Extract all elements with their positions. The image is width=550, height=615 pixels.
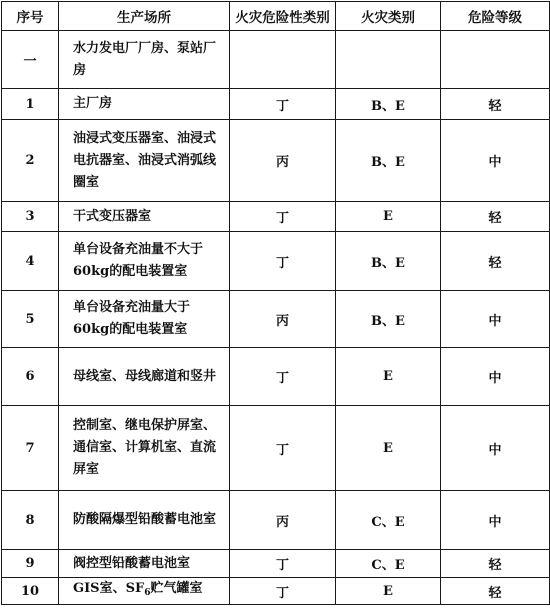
cell-no: 1: [2, 89, 59, 120]
cell-no: 3: [2, 202, 59, 232]
cell-level: 中: [441, 120, 550, 202]
cell-place: 母线室、母线廊道和竖井: [59, 348, 230, 406]
cell-fire: C、E: [336, 550, 441, 578]
cell-hazard: [230, 31, 336, 89]
cell-fire: E: [336, 348, 441, 406]
cell-level: 中: [441, 491, 550, 550]
table-row: [2, 31, 550, 89]
header-no: 序号: [2, 2, 59, 31]
cell-no: 7: [2, 406, 59, 491]
cell-level: 轻: [441, 550, 550, 578]
cell-no: 10: [2, 578, 59, 605]
cell-hazard: 丁: [230, 578, 336, 605]
header-row: [2, 2, 550, 31]
cell-fire: E: [336, 202, 441, 232]
cell-hazard: 丙: [230, 291, 336, 348]
cell-place: 单台设备充油量大于60kg的配电装置室: [59, 291, 230, 348]
cell-level: 中: [441, 348, 550, 406]
cell-fire: E: [336, 578, 441, 605]
cell-level: 中: [441, 291, 550, 348]
cell-place: 主厂房: [59, 89, 230, 120]
cell-level: [441, 31, 550, 89]
table-row: [2, 578, 550, 605]
place-text-pre: GIS室、SF: [73, 581, 145, 596]
cell-place: 阀控型铅酸蓄电池室: [59, 550, 230, 578]
cell-level: 轻: [441, 202, 550, 232]
cell-hazard: 丙: [230, 120, 336, 202]
cell-no: 4: [2, 232, 59, 291]
table-row: [2, 120, 550, 202]
subscript-six: 6: [144, 588, 151, 598]
cell-fire: C、E: [336, 491, 441, 550]
cell-place: 防酸隔爆型铅酸蓄电池室: [59, 491, 230, 550]
cell-place: 单台设备充油量不大于60kg的配电装置室: [59, 232, 230, 291]
cell-place: 油浸式变压器室、油浸式电抗器室、油浸式消弧线圈室: [59, 120, 230, 202]
table-row: [2, 291, 550, 348]
table-row: [2, 89, 550, 120]
cell-fire: B、E: [336, 291, 441, 348]
cell-level: 轻: [441, 578, 550, 605]
cell-place: [59, 578, 230, 605]
cell-hazard: 丁: [230, 202, 336, 232]
table-row: [2, 406, 550, 491]
cell-place: 控制室、继电保护屏室、通信室、计算机室、直流屏室: [59, 406, 230, 491]
cell-hazard: 丁: [230, 348, 336, 406]
cell-fire: B、E: [336, 89, 441, 120]
place-text-post: 贮气罐室: [150, 581, 203, 596]
cell-no: 6: [2, 348, 59, 406]
cell-hazard: 丁: [230, 406, 336, 491]
cell-hazard: 丁: [230, 89, 336, 120]
cell-no: 9: [2, 550, 59, 578]
header-fire-class: 火灾类别: [336, 2, 441, 31]
cell-no: 5: [2, 291, 59, 348]
cell-hazard: 丁: [230, 232, 336, 291]
cell-level: 轻: [441, 89, 550, 120]
cell-level: 中: [441, 406, 550, 491]
cell-no: 8: [2, 491, 59, 550]
cell-no: 2: [2, 120, 59, 202]
table-row: [2, 232, 550, 291]
header-place: 生产场所: [59, 2, 230, 31]
table-header: [2, 2, 550, 31]
cell-fire: B、E: [336, 232, 441, 291]
cell-fire: [336, 31, 441, 89]
cell-hazard: 丙: [230, 491, 336, 550]
cell-no: 一: [2, 31, 59, 89]
table-row: [2, 550, 550, 578]
table-body: [2, 31, 550, 605]
header-hazard-class: 火灾危险性类别: [230, 2, 336, 31]
cell-fire: E: [336, 406, 441, 491]
fire-hazard-table: [1, 1, 550, 605]
table-row: [2, 348, 550, 406]
table-row: [2, 202, 550, 232]
table-row: [2, 491, 550, 550]
cell-place: 干式变压器室: [59, 202, 230, 232]
cell-fire: B、E: [336, 120, 441, 202]
cell-place: 水力发电厂厂房、泵站厂房: [59, 31, 230, 89]
cell-level: 轻: [441, 232, 550, 291]
header-danger-level: 危险等级: [441, 2, 550, 31]
cell-hazard: 丁: [230, 550, 336, 578]
